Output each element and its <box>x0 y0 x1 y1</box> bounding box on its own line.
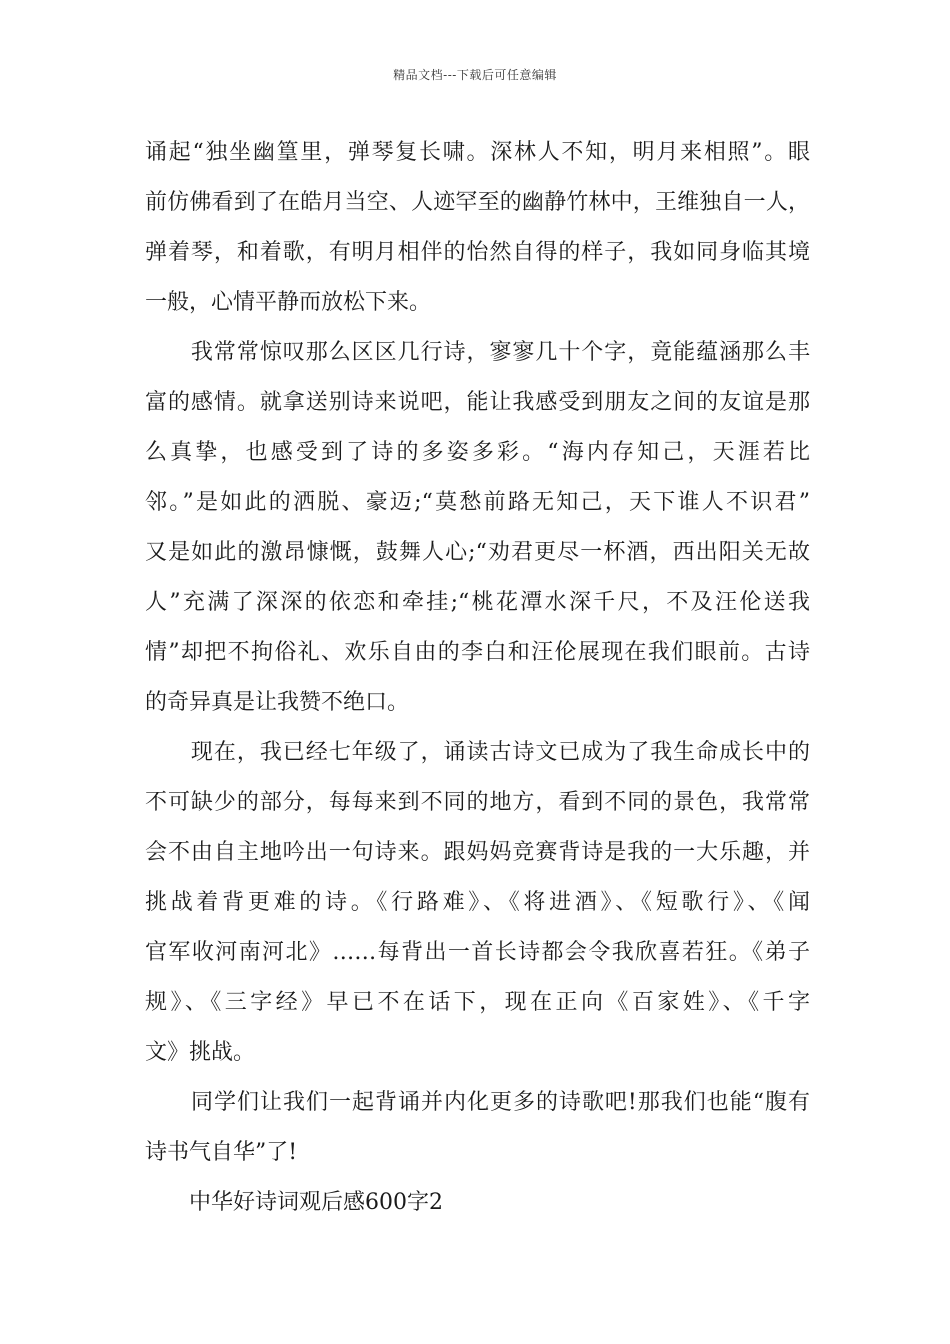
text-line: 一般，心情平静而放松下来。 <box>145 290 432 315</box>
text-line: 的奇异真是让我赞不绝口。 <box>145 690 410 715</box>
text-line: 不可缺少的部分，每每来到不同的地方，看到不同的景色，我常常 <box>145 790 810 815</box>
text-line: 弹着琴，和着歌，有明月相伴的怡然自得的样子，我如同身临其境 <box>145 240 810 265</box>
text-line: 会不由自主地吟出一句诗来。跟妈妈竞赛背诗是我的一大乐趣，并 <box>145 840 810 865</box>
text-line: 现在，我已经七年级了，诵读古诗文已成为了我生命成长中的 <box>145 740 810 765</box>
paragraph <box>145 128 810 328</box>
text-line: 中华好诗词观后感600字2 <box>145 1190 443 1215</box>
text-line: 官军收河南河北》……每背出一首长诗都会令我欣喜若狂。《弟子 <box>145 940 810 965</box>
paragraph <box>145 1078 810 1178</box>
text-line: 规》、《三字经》早已不在话下，现在正向《百家姓》、《千字 <box>145 990 810 1015</box>
text-line: 同学们让我们一起背诵并内化更多的诗歌吧!那我们也能“腹有 <box>145 1090 810 1115</box>
document-body <box>145 128 810 1228</box>
text-line: 么真挚，也感受到了诗的多姿多彩。“海内存知己，天涯若比 <box>145 440 810 465</box>
section-heading <box>145 1178 810 1228</box>
text-line: 情”却把不拘俗礼、欢乐自由的李白和汪伦展现在我们眼前。古诗 <box>145 640 810 665</box>
text-line: 人”充满了深深的依恋和牵挂;“桃花潭水深千尺，不及汪伦送我 <box>145 590 810 615</box>
text-line: 我常常惊叹那么区区几行诗，寥寥几十个字，竟能蕴涵那么丰 <box>145 340 810 365</box>
text-line: 又是如此的激昂慷慨，鼓舞人心;“劝君更尽一杯酒，西出阳关无故 <box>145 540 810 565</box>
text-line: 文》挑战。 <box>145 1040 256 1065</box>
text-line: 挑战着背更难的诗。《行路难》、《将进酒》、《短歌行》、《闻 <box>145 890 810 915</box>
text-line: 前仿佛看到了在皓月当空、人迹罕至的幽静竹林中，王维独自一人， <box>145 190 810 215</box>
page-header: 精品文档---下载后可任意编辑 <box>393 68 557 82</box>
text-line: 诗书气自华”了! <box>145 1140 298 1165</box>
paragraph <box>145 328 810 728</box>
paragraph <box>145 728 810 1078</box>
text-line: 诵起“独坐幽篁里，弹琴复长啸。深林人不知，明月来相照”。眼 <box>145 140 810 165</box>
text-line: 富的感情。就拿送别诗来说吧，能让我感受到朋友之间的友谊是那 <box>145 390 810 415</box>
text-line: 邻。”是如此的洒脱、豪迈;“莫愁前路无知己，天下谁人不识君” <box>145 490 810 515</box>
